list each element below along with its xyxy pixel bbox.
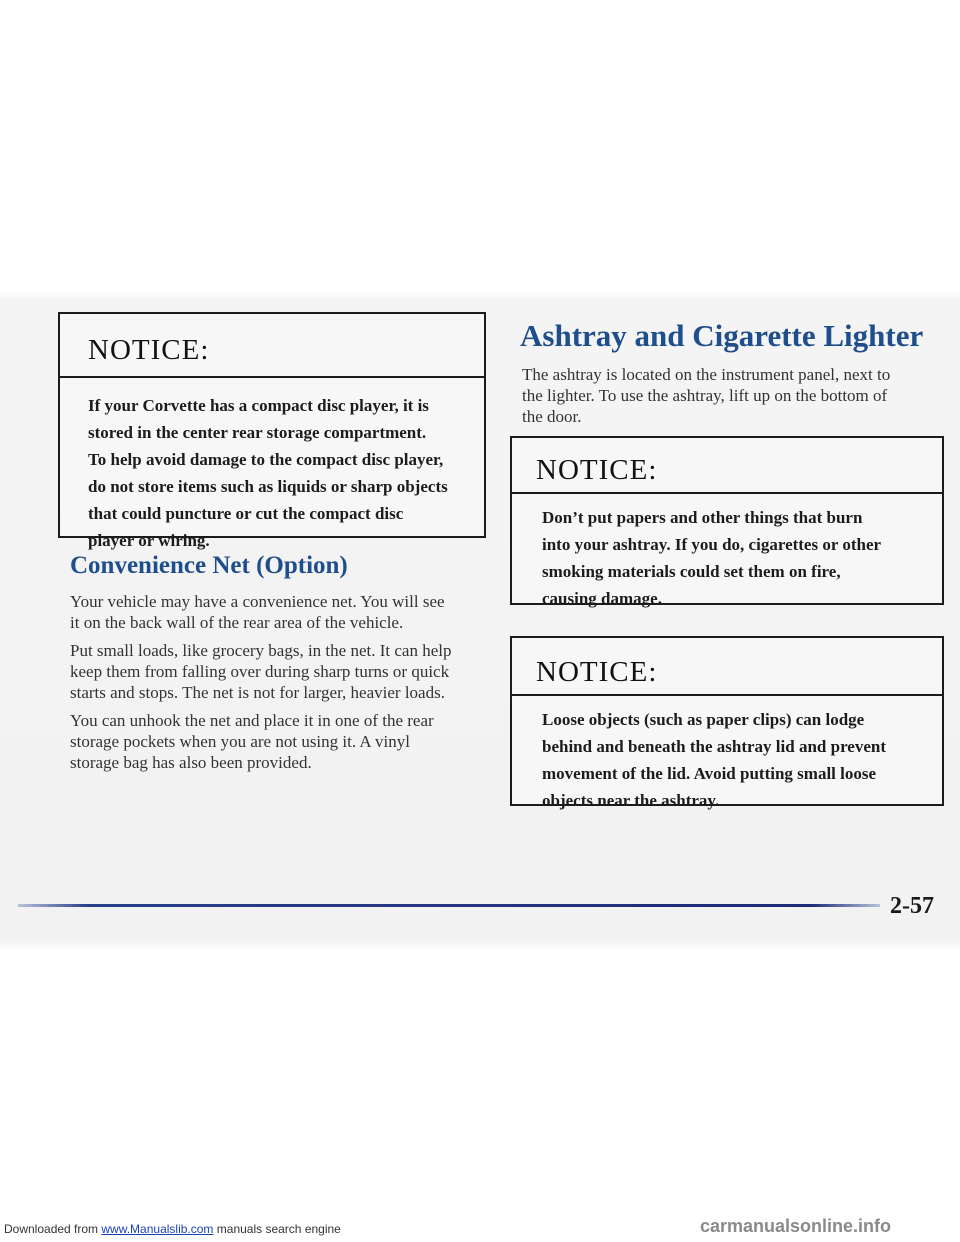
convenience-net-heading: Convenience Net (Option) (70, 552, 348, 579)
text-line: You can unhook the net and place it in one of the rear (70, 711, 434, 730)
notice-loose-objects (510, 636, 944, 810)
notice-body (512, 696, 942, 814)
notice-line: player or wiring. (88, 531, 210, 550)
notice-line: that could puncture or cut the compact disc (88, 504, 404, 523)
notice-line: objects near the ashtray. (542, 791, 720, 810)
notice-burn (510, 436, 944, 608)
page-number: 2-57 (890, 893, 934, 919)
notice-heading: NOTICE: (60, 314, 484, 378)
notice-heading: NOTICE: (512, 638, 942, 696)
text-line: Your vehicle may have a convenience net. You will see (70, 592, 445, 611)
notice-cd-player (58, 312, 486, 550)
notice-body (60, 378, 484, 554)
manualslib-link[interactable]: www.Manualslib.com (101, 1222, 214, 1236)
convenience-net-paragraph-1 (70, 591, 445, 633)
text-line: starts and stops. The net is not for larger, heavier loads. (70, 683, 445, 702)
convenience-net-paragraph-2 (70, 640, 451, 703)
text-line: it on the back wall of the rear area of the vehicle. (70, 613, 404, 632)
ashtray-heading: Ashtray and Cigarette Lighter (520, 318, 924, 353)
notice-line: into your ashtray. If you do, cigarettes or other (542, 535, 882, 554)
footer-left (4, 1222, 341, 1236)
notice-heading: NOTICE: (512, 438, 942, 494)
notice-line: smoking materials could set them on fire, (542, 562, 841, 581)
notice-line: movement of the lid. Avoid putting small loose (542, 764, 877, 783)
text-line: keep them from falling over during sharp turns or quick (70, 662, 450, 681)
text-line: the door. (522, 407, 582, 426)
notice-line: behind and beneath the ashtray lid and prevent (542, 737, 887, 756)
notice-line: Loose objects (such as paper clips) can lodge (542, 710, 865, 729)
text-line: the lighter. To use the ashtray, lift up on the bottom of (522, 386, 888, 405)
footer-suffix: manuals search engine (213, 1222, 341, 1236)
notice-line: If your Corvette has a compact disc player, it is (88, 396, 429, 415)
footer-prefix: Downloaded from (4, 1222, 102, 1236)
ashtray-paragraph (522, 364, 890, 427)
notice-line: stored in the center rear storage compartment. (88, 423, 427, 442)
text-line: storage pockets when you are not using it. A vinyl (70, 732, 410, 751)
notice-line: To help avoid damage to the compact disc player, (88, 450, 444, 469)
text-line: storage bag has also been provided. (70, 753, 312, 772)
text-line: Put small loads, like grocery bags, in the net. It can help (70, 641, 452, 660)
text-line: The ashtray is located on the instrument panel, next to (522, 365, 891, 384)
page-divider-rule (18, 904, 880, 907)
convenience-net-paragraph-3 (70, 710, 434, 773)
footer-right-watermark: carmanualsonline.info (700, 1216, 892, 1236)
notice-line: Don’t put papers and other things that burn (542, 508, 863, 527)
notice-line: causing damage. (542, 589, 662, 608)
notice-body (512, 494, 942, 612)
notice-line: do not store items such as liquids or sharp objects (88, 477, 448, 496)
